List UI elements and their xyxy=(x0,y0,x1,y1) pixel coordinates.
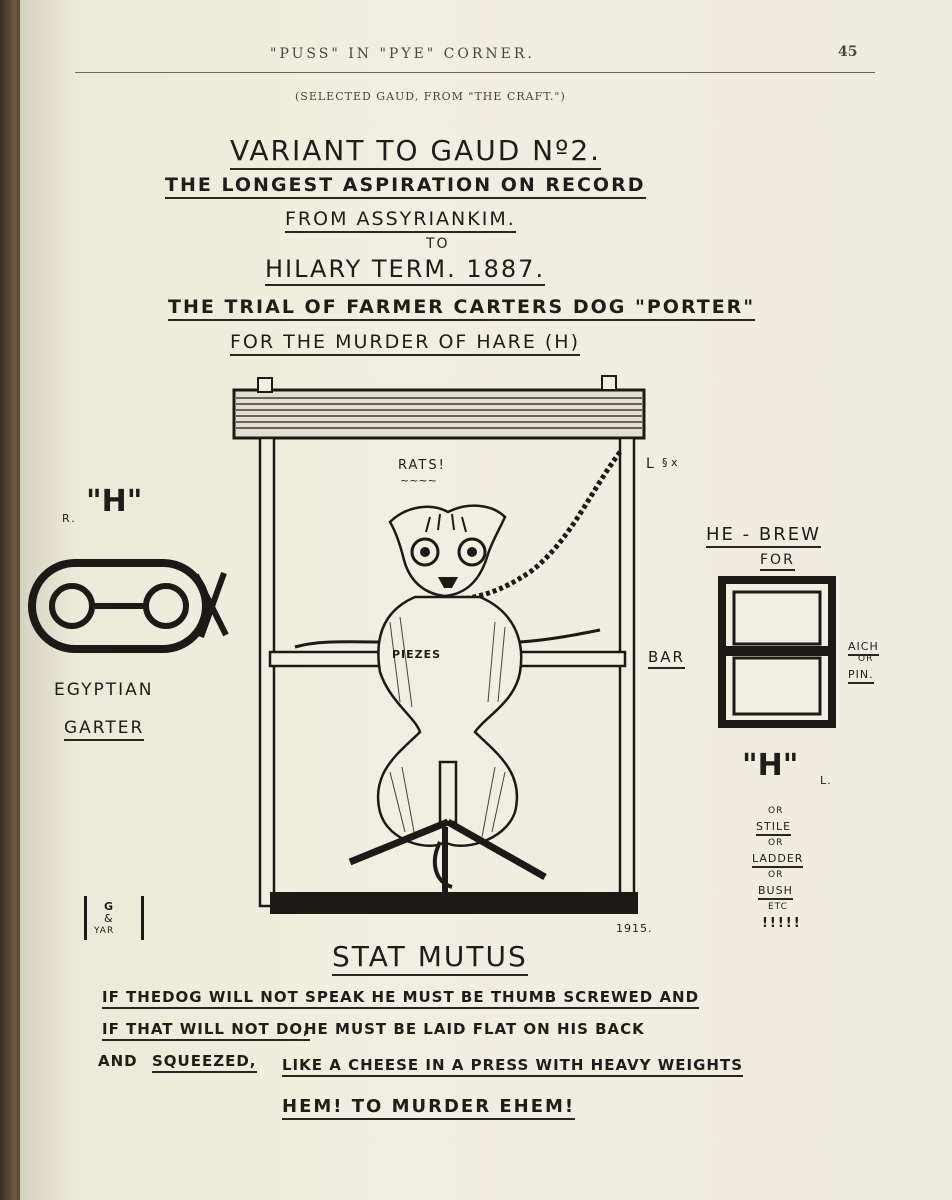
ladder-label: LADDER xyxy=(752,852,803,868)
stile-label: STILE xyxy=(756,820,791,836)
egyptian-garter-glyph xyxy=(26,555,231,655)
right-h-label: "H" xyxy=(742,748,799,783)
g-box-line2: & xyxy=(104,912,114,925)
press-base xyxy=(270,892,638,914)
title-variant: VARIANT TO GAUD Nº2. xyxy=(230,134,601,170)
press-left-post xyxy=(260,438,274,906)
subheader: (SELECTED GAUD, FROM "THE CRAFT.") xyxy=(295,90,566,103)
hebrew-label: HE - BREW xyxy=(706,524,821,548)
etc-label: ETC xyxy=(768,902,788,912)
garter-label: GARTER xyxy=(64,718,144,741)
right-l-label: L. xyxy=(820,774,832,787)
title-to: TO xyxy=(426,236,450,252)
g-box-line3: YAR xyxy=(94,926,115,936)
head-rule xyxy=(75,72,875,73)
thumbscrew-post xyxy=(440,762,456,822)
or-label-1: OR xyxy=(858,654,874,664)
rats-squiggle: ~~~~ xyxy=(400,474,437,487)
egyptian-label: EGYPTIAN xyxy=(54,680,154,700)
hebrew-h-glyph xyxy=(718,576,836,728)
title-hilary: HILARY TERM. 1887. xyxy=(265,255,545,286)
bangs-label: !!!!! xyxy=(762,916,802,931)
pin-label: PIN. xyxy=(848,668,874,684)
caption-line-4: HEM! TO MURDER EHEM! xyxy=(282,1096,575,1120)
signature: M.S.C xyxy=(588,890,625,903)
title-from: FROM ASSYRIANKIM. xyxy=(285,208,516,233)
or-label-2: OR xyxy=(768,806,784,816)
or-label-4: OR xyxy=(768,870,784,880)
l-squiggle: § x xyxy=(662,456,678,469)
caption-line-3a: AND xyxy=(98,1052,138,1070)
book-page xyxy=(20,0,952,1200)
bush-label: BUSH xyxy=(758,884,793,900)
l-mark: L xyxy=(646,456,656,472)
press-post-cap-right xyxy=(602,376,616,390)
running-head-title: "PUSS" IN "PYE" CORNER. xyxy=(270,46,535,62)
caption-line-2a: IF THAT WILL NOT DO, xyxy=(102,1020,310,1041)
year-label: 1915. xyxy=(616,922,653,935)
pieces-label: PIEZES xyxy=(392,648,442,661)
page-number: 45 xyxy=(838,44,858,60)
press-post-cap-left xyxy=(258,378,272,392)
left-h-label: "H" xyxy=(86,484,143,519)
title-trial: THE TRIAL OF FARMER CARTERS DOG "PORTER" xyxy=(168,296,755,321)
illustration-press xyxy=(230,372,660,920)
title-longest: THE LONGEST ASPIRATION ON RECORD xyxy=(165,174,646,199)
r-label: R. xyxy=(62,512,77,525)
aich-label: AICH xyxy=(848,640,879,656)
stat-mutus: STAT MUTUS xyxy=(332,940,528,976)
caption-line-1: IF THEDOG WILL NOT SPEAK HE MUST BE THUMB SCREWED AND xyxy=(102,988,699,1009)
dog-left-arm xyxy=(295,642,380,647)
garter-ring-right xyxy=(146,586,186,626)
caption-line-2b: HE MUST BE LAID FLAT ON HIS BACK xyxy=(304,1020,645,1038)
or-label-3: OR xyxy=(768,838,784,848)
for-label: FOR xyxy=(760,552,795,571)
dog-right-arm xyxy=(520,630,600,642)
caption-line-3c: LIKE A CHEESE IN A PRESS WITH HEAVY WEIGHTS xyxy=(282,1056,743,1077)
rats-label: RATS! xyxy=(398,458,446,473)
garter-ring-left xyxy=(52,586,92,626)
title-murder: FOR THE MURDER OF HARE (H) xyxy=(230,331,580,356)
press-right-post xyxy=(620,438,634,906)
caption-line-3b: SQUEEZED, xyxy=(152,1052,257,1073)
g-box-line1: G xyxy=(104,900,115,913)
bar-label: BAR xyxy=(648,648,685,669)
press-top-beam xyxy=(234,390,644,438)
